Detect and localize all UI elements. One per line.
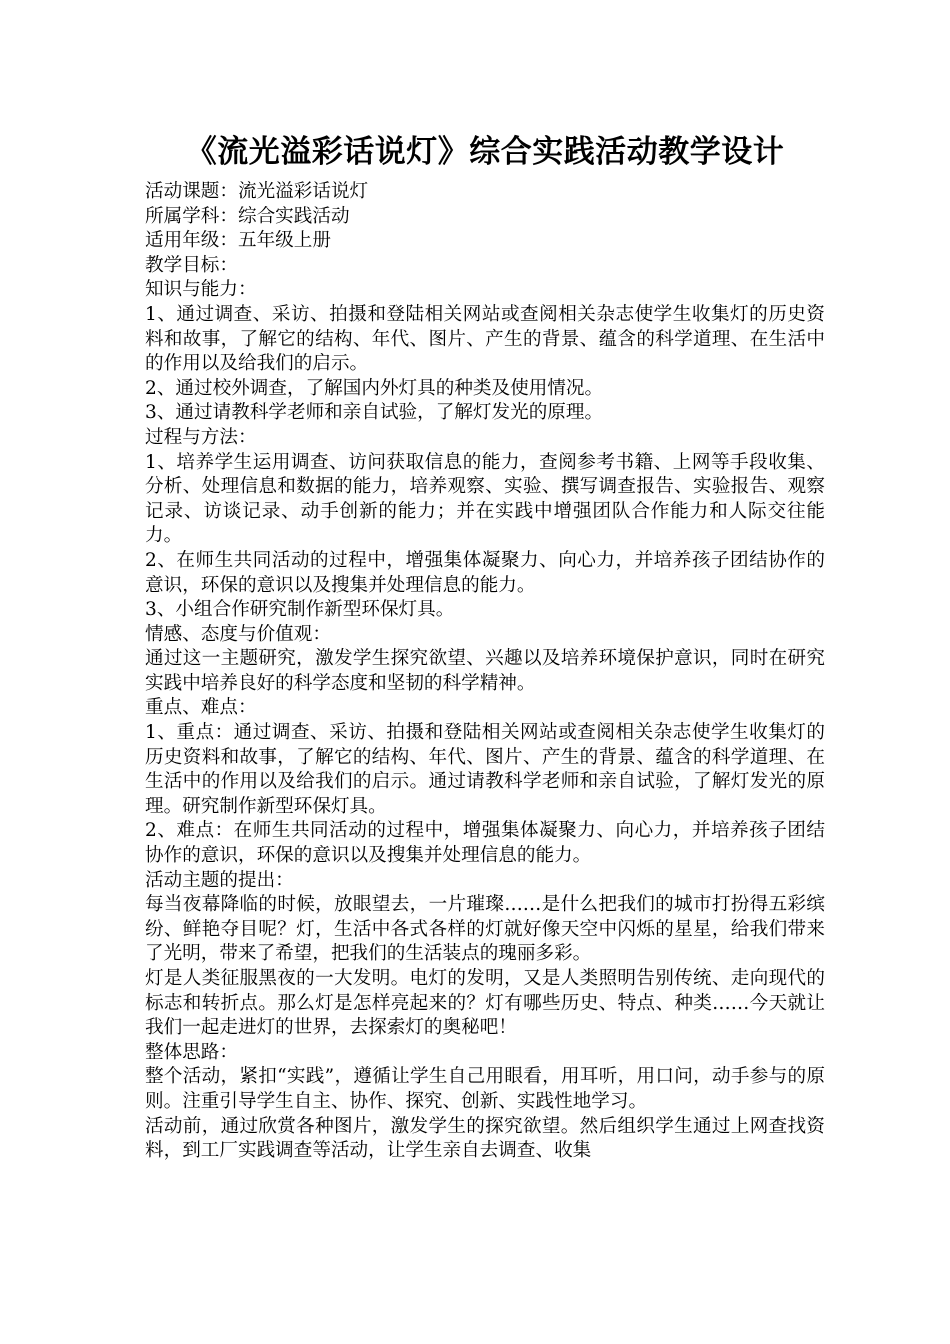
section-heading-approach: 整体思路： <box>145 1041 238 1063</box>
paragraph: 每当夜幕降临的时候，放眼望去，一片璀璨……是什么把我们的城市打扮得五彩缤纷、鲜艳夺目呢？灯，生活中各式各样的灯就好像天空中闪烁的星星，给我们带来了光明，带来了希望，把我们的生活装点的瑰丽多彩。 <box>145 894 825 965</box>
field-topic: 活动课题：流光溢彩话说灯 <box>145 181 369 202</box>
paragraph: 1、通过调查、采访、拍摄和登陆相关网站或查阅相关杂志使学生收集灯的历史资料和故事，了解它的结构、年代、图片、产生的背景、蕴含的科学道理、在生活中的作用以及给我们的启示。 <box>145 303 825 375</box>
section-heading-theme: 活动主题的提出： <box>145 869 294 891</box>
paragraph: 1、重点：通过调查、采访、拍摄和登陆相关网站或查阅相关杂志使学生收集灯的历史资料和故事，了解它的结构、年代、图片、产生的背景、蕴含的科学道理、在生活中的作用以及给我们的启示。通过请教科学老师和亲自试验，了解灯发光的原理。研究制作新型环保灯具。 <box>145 722 825 817</box>
paragraph: 2、通过校外调查，了解国内外灯具的种类及使用情况。 <box>145 377 604 399</box>
document-title: 《流光溢彩话说灯》综合实践活动教学设计 <box>185 134 785 170</box>
field-subject: 所属学科：综合实践活动 <box>145 205 350 227</box>
section-heading-key-points: 重点、难点： <box>145 697 257 719</box>
paragraph: 2、难点：在师生共同活动的过程中，增强集体凝聚力、向心力，并培养孩子团结协作的意识，环保的意识以及搜集并处理信息的能力。 <box>145 820 825 867</box>
field-grade: 适用年级：五年级上册 <box>145 230 331 252</box>
paragraph: 1、培养学生运用调查、访问获取信息的能力，查阅参考书籍、上网等手段收集、分析、处理信息和数据的能力，培养观察、实验、撰写调查报告、实验报告、观察记录、访谈记录、动手创新的能力；并在实践中增强团队合作能力和人际交往能力。 <box>145 451 825 547</box>
paragraph: 整个活动，紧扣“实践”，遵循让学生自己用眼看，用耳听，用口问，动手参与的原则。注重引导学生自主、协作、探究、创新、实践性地学习。 <box>145 1066 825 1112</box>
paragraph: 3、小组合作研究制作新型环保灯具。 <box>145 599 455 621</box>
paragraph: 3、通过请教科学老师和亲自试验，了解灯发光的原理。 <box>145 402 604 424</box>
paragraph: 2、在师生共同活动的过程中，增强集体凝聚力、向心力，并培养孩子团结协作的意识，环保的意识以及搜集并处理信息的能力。 <box>145 549 825 596</box>
document-body <box>145 180 825 1164</box>
section-heading-goals: 教学目标： <box>145 254 238 276</box>
paragraph: 通过这一主题研究，激发学生探究欲望、兴趣以及培养环境保护意识，同时在研究实践中培养良好的科学态度和坚韧的科学精神。 <box>145 648 825 694</box>
subheading-values: 情感、态度与价值观： <box>145 623 331 645</box>
subheading-knowledge: 知识与能力： <box>145 279 257 301</box>
paragraph: 活动前，通过欣赏各种图片，激发学生的探究欲望。然后组织学生通过上网查找资料，到工厂实践调查等活动，让学生亲自去调查、收集 <box>145 1115 825 1162</box>
subheading-process: 过程与方法： <box>145 426 257 448</box>
document-page <box>145 128 825 1164</box>
paragraph: 灯是人类征服黑夜的一大发明。电灯的发明，又是人类照明告别传统、走向现代的标志和转折点。那么灯是怎样亮起来的？灯有哪些历史、特点、种类……今天就让我们一起走进灯的世界，去探索灯的奥秘吧！ <box>145 968 825 1039</box>
